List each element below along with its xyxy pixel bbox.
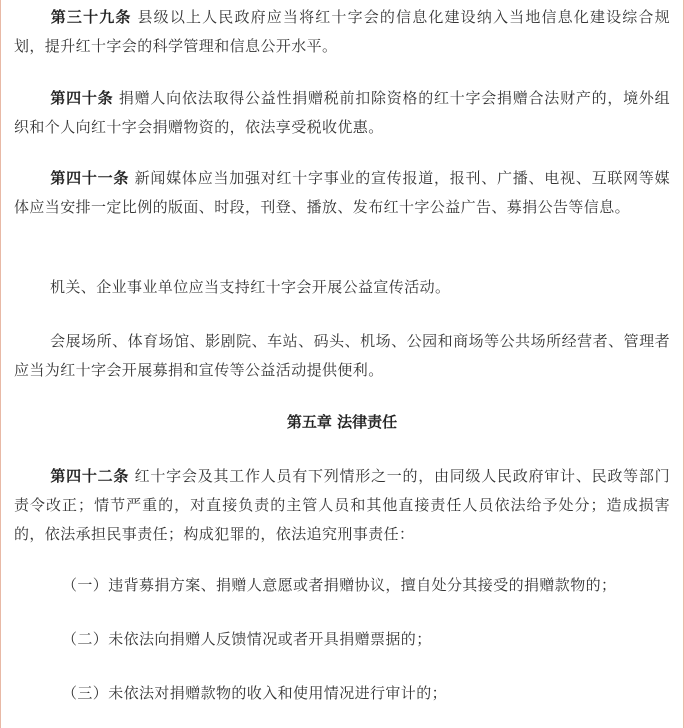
article-41 <box>14 164 670 222</box>
article-39-label: 第三十九条 <box>50 8 132 26</box>
article-41-label: 第四十一条 <box>50 169 130 187</box>
article-40 <box>14 84 670 142</box>
chapter-title: 第五章 法律责任 <box>286 413 398 431</box>
list-item: （一）违背募捐方案、捐赠人意愿或者捐赠协议，擅自处分其接受的捐赠款物的； <box>62 576 617 594</box>
list-item: （二）未依法向捐赠人反馈情况或者开具捐赠票据的； <box>62 630 432 648</box>
paragraph-organs-support <box>14 273 670 302</box>
article-40-label: 第四十条 <box>50 89 114 107</box>
article-42-label: 第四十二条 <box>50 467 130 485</box>
article-41-text: 新闻媒体应当加强对红十字事业的宣传报道，报刊、广播、电视、互联网等媒体应当安排一定比例的版面、时段，刊登、播放、发布红十字公益广告、募捐公告等信息。 <box>14 169 670 216</box>
article-39 <box>14 3 670 61</box>
article-42-text: 红十字会及其工作人员有下列情形之一的，由同级人民政府审计、民政等部门责令改正；情节严重的，对直接负责的主管人员和其他直接责任人员依法给予处分；造成损害的，依法承担民事责任；构成犯罪的，依法追究刑事责任： <box>14 467 670 543</box>
list-item: （三）未依法对捐赠款物的收入和使用情况进行审计的； <box>62 684 448 702</box>
article-40-text: 捐赠人向依法取得公益性捐赠税前扣除资格的红十字会捐赠合法财产的，境外组织和个人向红十字会捐赠物资的，依法享受税收优惠。 <box>14 89 670 136</box>
paragraph-organs-support-text: 机关、企业事业单位应当支持红十字会开展公益宣传活动。 <box>50 278 451 296</box>
article-39-text: 县级以上人民政府应当将红十字会的信息化建设纳入当地信息化建设综合规划，提升红十字会的科学管理和信息公开水平。 <box>14 8 670 55</box>
paragraph-public-venues-text: 会展场所、体育场馆、影剧院、车站、码头、机场、公园和商场等公共场所经营者、管理者应当为红十字会开展募捐和宣传等公益活动提供便利。 <box>14 332 670 379</box>
paragraph-public-venues <box>14 327 670 385</box>
article-42 <box>14 462 670 549</box>
